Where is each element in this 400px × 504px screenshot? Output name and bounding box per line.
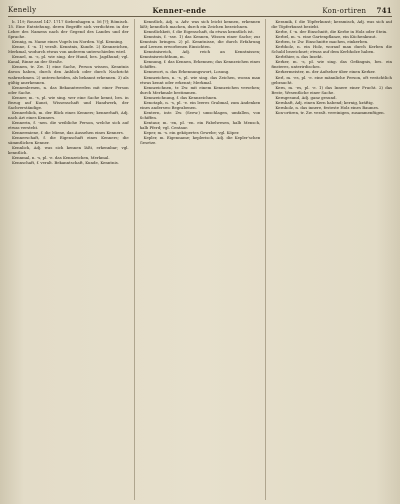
column-divider bbox=[265, 19, 266, 500]
dictionary-entry: Kennung, f. das Kennen, Erkennen; das Kennzeichen eines Schiffes. bbox=[139, 59, 261, 70]
dictionary-entry: Kennzeichnen, tr. Zw. mit einem Kennzeichen versehen; durch Merkmale bestimmen. bbox=[139, 84, 261, 95]
dictionary-entry: Kenotaph, n. -s, pl. -e. ein leeres Grabmal, zum Andenken eines anderswo Begrabenen. bbox=[139, 99, 261, 110]
dictionary-entry: Kerkermeister, m. der Aufseher über einen Kerker. bbox=[275, 69, 376, 75]
dictionary-entry: Kenntnisreich, Adj. reich an Kenntnissen; Kenntnisreichthum, m. bbox=[139, 49, 261, 60]
dictionary-entry: Kennschaft, f. veralt. Bekanntschaft, Kunde, Kenntnis. bbox=[12, 160, 119, 166]
column-right bbox=[271, 19, 392, 500]
dictionary-entry: Keper, m. -s. ein geköpertes Gewebe; vgl. Köper. bbox=[143, 130, 240, 136]
dictionary-entry: Kentern, intr. Zw. (Seew.) umschlagen, umfallen, von Schiffen. bbox=[139, 109, 261, 120]
dictionary-entry: Kennen, tr. Zw. 1) eine Sache, Person wissen, Kenntnis davon haben, durch den Anblick oder durch Nachricht wahrnehmen. 2) unterscheiden, als bekannt erkennen. 3) als gültig anerkennen. bbox=[8, 64, 129, 85]
column-left bbox=[8, 19, 129, 500]
dictionary-entry: Kennmal, n. -s, pl. -e. das Kennzeichen, Merkmal. bbox=[12, 155, 110, 161]
dictionary-entry: Kerbthier, n. das Insekt. bbox=[275, 54, 323, 60]
dictionary-entry: Kennzeichen, n. -s, pl. wie sing. das Zeichen, woran man etwas kennt oder erkennt; Merkmal. bbox=[139, 74, 261, 85]
dictionary-entry: Kernhaft, Adj. einen Kern habend; kernig, kräftig. bbox=[275, 99, 374, 105]
dictionary-entry: Kernholz, n. das innere, festeste Holz eines Baumes. bbox=[275, 104, 380, 110]
dictionary-entry: Kon-ortiren, tr. Zw. veralt. vereinigen, zusammenfügen. bbox=[275, 109, 385, 115]
dictionary-entry: Kennzeichnung, f. das Kennzeichnen. bbox=[143, 94, 218, 100]
page-number: 741 bbox=[376, 5, 392, 15]
dictionary-entry: Keramik, f. die Töpferkunst; keramisch, Adj. was sich auf die Töpferkunst bezieht. bbox=[271, 19, 393, 30]
header-right-word: Kon-ortiren bbox=[322, 6, 367, 15]
dictionary-entry: Kerngesund, Adj. ganz gesund. bbox=[275, 94, 337, 100]
dictionary-entry: Kennenlernen, n. das Bekanntwerden mit einer Person oder Sache. bbox=[8, 84, 129, 95]
dictionary-entry: Kennerin, f. -nen. die weibliche Person, welche sich auf etwas versteht. bbox=[8, 119, 129, 130]
header-rule bbox=[8, 16, 392, 17]
dictionary-entry: Kerbel, m. -s. eine Gartenpflanze, ein Küchenkraut. bbox=[275, 34, 377, 40]
header-left-word: Kenelly bbox=[8, 6, 37, 14]
dictionary-entry: Kenntnis, f. -sse. 1) das Kennen, Wissen einer Sache; zur Kenntnis bringen. 2) pl. Kenntnisse, die durch Erfahrung und Lernen erworbenen Einsichten. bbox=[139, 34, 261, 50]
dictionary-entry: Kennlich, Adj. was sich kennen läßt, erkennbar; vgl. kenntlich. bbox=[8, 145, 129, 156]
dictionary-entry: Kepler, m. Eigenname; keplerisch, Adj. die Kepler'schen Gesetze. bbox=[139, 135, 261, 146]
dictionary-entry: Kenntlich, Adj. u. Adv. was sich leicht kennen, erkennen läßt; kenntlich machen, durch ein Zeichen bezeichnen. bbox=[139, 19, 261, 30]
text-columns bbox=[8, 19, 392, 500]
dictionary-entry: Kenner, m. -s, pl. wie sing. wer eine Sache kennt, bes. in Bezug auf Kunst, Wissenschaft und Handwerk, der Sachverständige. bbox=[8, 94, 129, 110]
dictionary-entry: Kerker, m. -s, pl. wie sing. das Gefängnis, bes. ein finsteres, unterirdisches. bbox=[271, 59, 393, 70]
dictionary-entry: Kenntlichkeit, f. die Eigenschaft, da etwas kenntlich ist. bbox=[143, 29, 254, 35]
dictionary-entry: Kennig, m. Name eines Vogels im Norden. Vgl. Kenning. bbox=[12, 39, 124, 45]
header-right-group bbox=[322, 6, 392, 15]
dictionary-entry: Kern, m. -es, pl. -e. 1) das Innere einer Frucht. 2) das Beste, Wesentliche einer Sache. bbox=[271, 84, 393, 95]
page-header bbox=[8, 4, 392, 16]
column-middle bbox=[140, 19, 261, 500]
dictionary-entry: Kerbholz, n. ein Holz, worauf man durch Kerben die Schuld bezeichnet; etwas auf dem Kerbholze haben. bbox=[271, 44, 393, 55]
dictionary-entry: Kerben, tr. Zw. Einschnitte machen, einkerben. bbox=[275, 39, 369, 45]
dictionary-entry: Kennermiene, f. die Miene, das Aussehen eines Kenners. bbox=[12, 130, 124, 136]
dictionary-entry: Kenne, f. -n. 1) veralt. Kenntnis, Kunde. 2) Kennzeichen, Merkmal, wodurch etwas von anderem unterschieden wird. bbox=[8, 44, 129, 55]
dictionary-entry: Kennerschaft, f. die Eigenschaft eines Kenners; die sämmtlichen Kenner. bbox=[8, 135, 129, 146]
dictionary-entry: Kennel, m. -s, pl. wie sing. der Hund, bes. Jagdhund; vgl. Kanal, Rinne an der Straße. bbox=[8, 54, 129, 65]
header-center-word: Kenner-ende bbox=[152, 5, 207, 15]
dictionary-entry: b. 119; Roussel 147. 1717 Siebenhagen u. 56 [?]; Römisch. 15. Eine Entstehung, deren Begriffe sich verdichten in der Lehre des Namens nach der Gegend des Landes und der Sprache. bbox=[8, 19, 129, 40]
dictionary-entry: Kennwort, n. das Erkennungswort, Losung. bbox=[143, 69, 230, 75]
dictionary-entry: Kerbe, f. -n. der Einschnitt, die Kerbe in Holz oder Stein. bbox=[275, 29, 388, 35]
column-divider bbox=[134, 19, 135, 500]
dictionary-entry: Kennerblick, m. der Blick eines Kenners; kennerhaft, Adj. nach Art eines Kenners. bbox=[8, 109, 129, 120]
dictionary-entry: Kentaur, m. -en, pl. -en. ein Fabelwesen, halb Mensch, halb Pferd; vgl. Centaur. bbox=[139, 119, 261, 130]
dictionary-entry: Kerl, m. -es, pl. -e. eine männliche Person, oft verächtlich gebraucht. bbox=[271, 74, 393, 85]
